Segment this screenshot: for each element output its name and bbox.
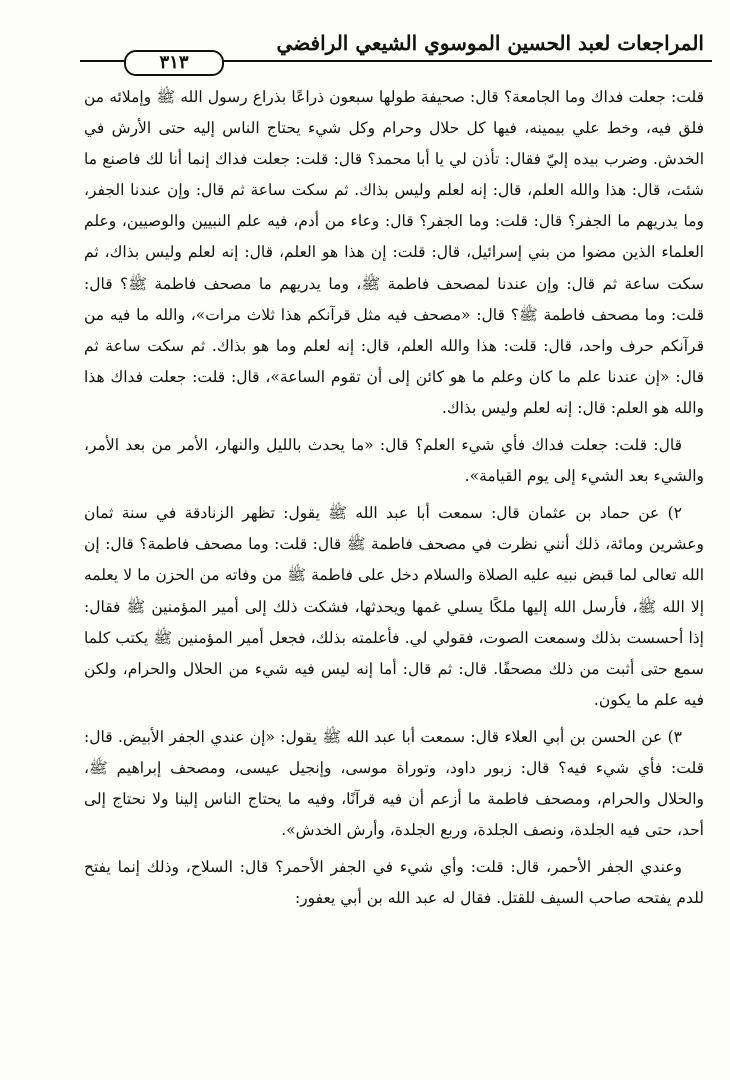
paragraph-jamia: قلت: جعلت فداك وما الجامعة؟ قال: صحيفة طولها سبعون ذراعًا بذراع رسول الله ﷺ وإملائه من فلق فيه، وخط علي بيمينه، فيها كل حلال وحرام وكل شيء يحتاج الناس إليه حتى الأرش في الخدش. وضرب بيده إليّ فقال: تأذن لي يا أبا محمد؟ قال: قلت: جعلت فداك إنما أنا لك فاصنع ما شئت، قال: هذا والله العلم، قال: إنه لعلم وليس بذاك. ثم سكت ساعة ثم قال: وإن عندنا الجفر، وما يدريهم ما الجفر؟ قال: قلت: وما الجفر؟ قال: وعاء من أدم، فيه علم النبيين والوصيين، وعلم العلماء الذين مضوا من بني إسرائيل، قال: قلت: إن هذا هو العلم، قال: إنه لعلم وليس بذاك، ثم سكت ساعة ثم قال: وإن عندنا لمصحف فاطمة ﷺ، وما يدريهم ما مصحف فاطمة ﷺ؟ قال: قلت: وما مصحف فاطمة ﷺ؟ قال: «مصحف فيه مثل قرآنكم هذا ثلاث مرات»، والله ما فيه من قرآنكم حرف واحد، قال: قلت: هذا والله العلم، قال: إنه لعلم وما هو بذاك. ثم سكت ساعة ثم قال: «إن عندنا علم ما كان وعلم ما هو كائن إلى أن تقوم الساعة»، قال: قلت: جعلت فداك هذا والله هو العلم: قال: إنه لعلم وليس بذاك. [84, 88, 704, 417]
paragraph-red-jafr: وعندي الجفر الأحمر، قال: قلت: وأي شيء في الجفر الأحمر؟ قال: السلاح، وذلك إنما يفتح للدم يفتحه صاحب السيف للقتل. فقال له عبد الله بن أبي يعفور: [84, 858, 704, 908]
paragraph-hammad: ٢) عن حماد بن عثمان قال: سمعت أبا عبد الله ﷺ يقول: تظهر الزنادقة في سنة ثمان وعشرين ومائة، ذلك أنني نظرت في مصحف فاطمة ﷺ قال: قلت: وما مصحف فاطمة؟ قال: إن الله تعالى لما قبض نبيه عليه الصلاة والسلام دخل على فاطمة ﷺ من وفاته من الحزن ما لا يعلمه إلا الله ﷺ، فأرسل الله إليها ملكًا يسلي غمها ويحدثها، فشكت ذلك إلى أمير المؤمنين ﷺ فقال: إذا أحسست بذلك وسمعت الصوت، فقولي لي. فأعلمته بذلك، فجعل أمير المؤمنين ﷺ يكتب كلما سمع حتى أثبت من ذلك مصحفًا. قال: ثم قال: أما إنه ليس فيه شيء من الحلال والحرام، ولكن فيه علم ما يكون. [84, 504, 704, 709]
page-header [80, 28, 712, 78]
running-title: المراجعات لعبد الحسين الموسوي الشيعي الرافضي [276, 31, 704, 55]
paragraph-hasan: ٣) عن الحسن بن أبي العلاء قال: سمعت أبا عبد الله ﷺ يقول: «إن عندي الجفر الأبيض. قال: قلت: فأي شيء فيه؟ قال: زبور داود، وتوراة موسى، وإنجيل عيسى، ومصحف إبراهيم ﷺ، والحلال والحرام، ومصحف فاطمة ما أزعم أن فيه قرآنًا، وفيه ما يحتاج الناس إلينا ولا نحتاج إلى أحد، حتى فيه الجلدة، ونصف الجلدة، وربع الجلدة، وأرش الخدش». [84, 727, 704, 840]
page-number: ٣١٣ [124, 50, 224, 76]
page-body [84, 82, 704, 914]
paragraph-ilm: قال: قلت: جعلت فداك فأي شيء العلم؟ قال: «ما يحدث بالليل والنهار، الأمر من بعد الأمر، والشيء بعد الشيء إلى يوم القيامة». [84, 436, 704, 486]
